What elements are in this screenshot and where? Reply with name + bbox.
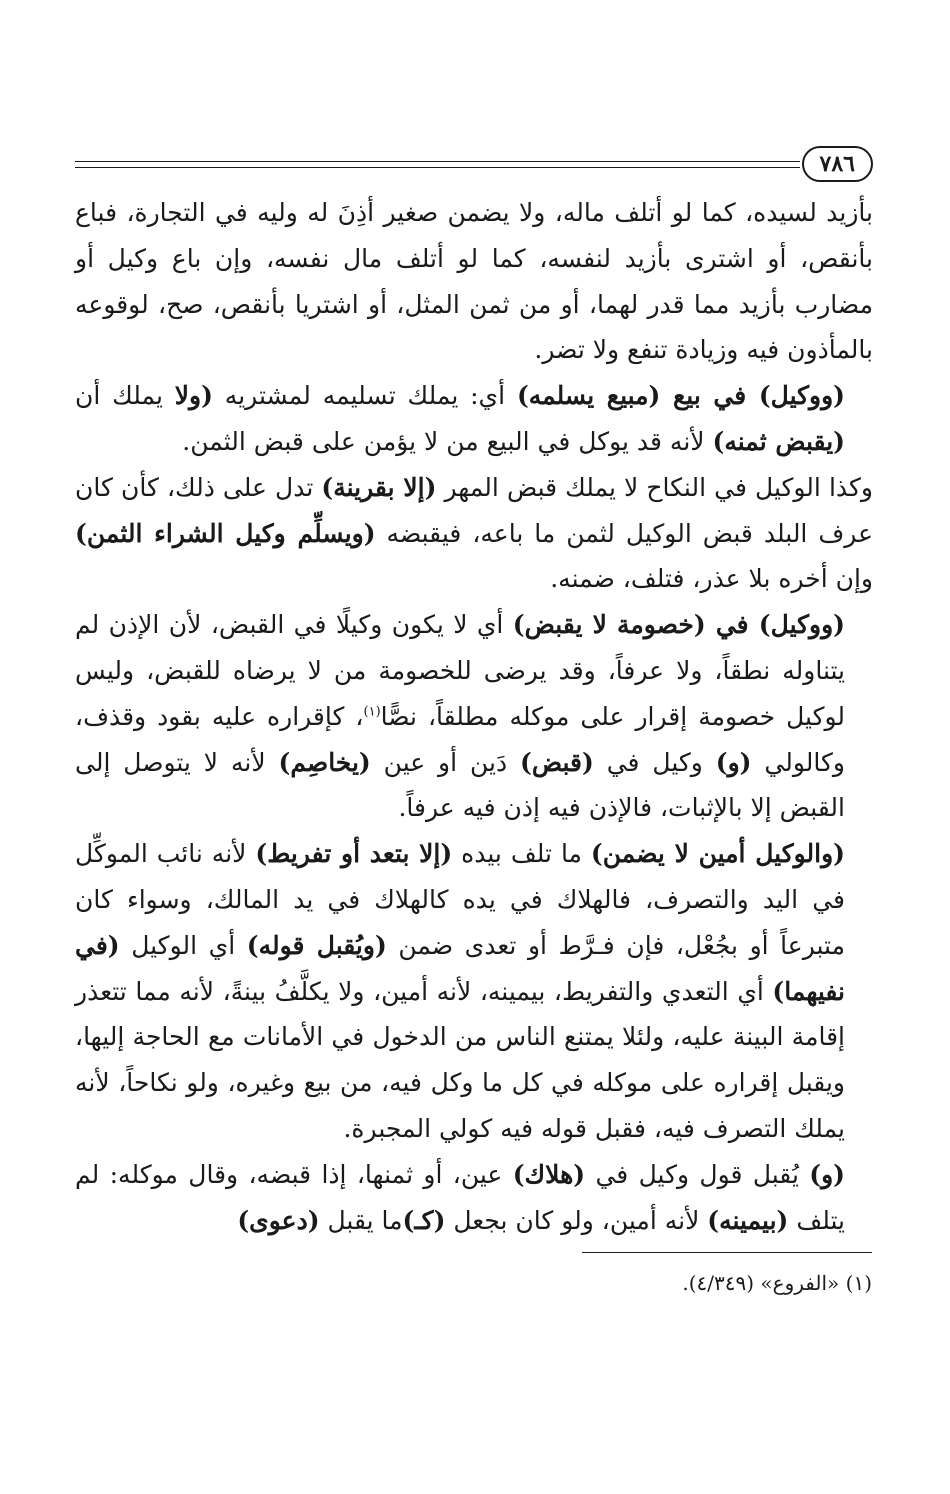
bold-text: (هلاك) [512, 1159, 586, 1189]
bold-text: (كـ) [402, 1205, 446, 1235]
text-run: أي التعدي والتفريط، بيمينه، لأنه أمين، ولا يكلَّفُ بينةً، لأنه مما تتعذر إقامة البينة عليه، ولئلا يمتنع الناس من الدخول في الأمانات مع الحاجة إليها، ويقبل إقراره على موكله في كل ما وكل فيه، من بيع وغيره، ولو نكاحاً، لأنه يملك التصرف فيه، فقبل قوله فيه كولي المجبرة. [75, 976, 845, 1143]
text-run: وإن أخره بلا عذر، فتلف، ضمنه. [550, 564, 873, 594]
page-number: ٧٨٦ [802, 146, 873, 182]
bold-text: (إلا بقرينة) [321, 472, 437, 502]
paragraph [75, 602, 873, 831]
bold-text: (ولا [174, 381, 213, 411]
text-run: ما يقبل [319, 1205, 403, 1235]
text-run: لأنه لا يتوصل إلى القبض إلا بالإثبات، فالإذن فيه إذن فيه عرفاً. [75, 747, 845, 823]
text-run: أي: يملك تسليمه لمشتريه [212, 381, 517, 411]
page-header [75, 142, 873, 186]
bold-text: (قبض) [520, 747, 594, 777]
bold-text: (ويسلِّم وكيل الشراء الثمن) [75, 518, 376, 548]
text-run: ما تلف بيده [452, 839, 591, 869]
text-run: ، كإقراره عليه بقود وقذف، وكالولي [75, 701, 845, 777]
header-rule [75, 161, 800, 168]
text-run: وكيل في [593, 747, 716, 777]
paragraph [75, 373, 873, 465]
bold-text: (ووكيل) في (خصومة لا يقبض) [512, 610, 845, 640]
text-run: لأنه نائب الموكِّل في اليد والتصرف، فالهلاك في يده كالهلاك في يد المالك، وسواء كان متبرعاً أو بجُعْل، فإن فـرَّط أو تعدى ضمن [75, 839, 845, 960]
footnote-ref: (١) [363, 704, 381, 720]
text-run: وكذا الوكيل في النكاح لا يملك قبض المهر [436, 472, 874, 502]
bold-text: (ويُقبل قوله) [246, 930, 387, 960]
bold-text: (بيمينه) [707, 1205, 789, 1235]
paragraph [75, 465, 873, 602]
text-run: عين، أو ثمنها، إذا قبضه، وقال موكله: لم يتلف [75, 1159, 845, 1235]
paragraph [75, 831, 873, 1152]
text-run: يُقبل قول وكيل في [585, 1159, 810, 1189]
text-run: لأنه قد يوكل في البيع من لا يؤمن على قبض الثمن. [182, 426, 713, 456]
text-run: دَين أو عين [370, 747, 521, 777]
bold-text: (يخاصِم) [278, 747, 371, 777]
bold-text: (والوكيل أمين لا يضمن) [590, 839, 845, 869]
bold-text: (في نفيهما) [75, 930, 845, 1006]
text-run: لأنه أمين، ولو كان بجعل [445, 1205, 708, 1235]
paragraph [75, 190, 873, 373]
bold-text: (و) [809, 1159, 846, 1189]
text-run: تدل على ذلك، كأن كان عرف البلد قبض الوكيل لثمن ما باعه، فيقبضه [75, 472, 873, 548]
footnote-separator [582, 1252, 872, 1253]
footnotes [82, 1268, 872, 1298]
paragraph [75, 1152, 873, 1244]
text-run: أي لا يكون وكيلًا في القبض، لأن الإذن لم يتناوله نطقاً، ولا عرفاً، وقد يرضى للخصومة من لا يرضاه للقبض، وليس لوكيل خصومة إقرار على موكله مطلقاً، نصًّا [75, 610, 845, 731]
bold-text: (و) [715, 747, 752, 777]
text-run: أي الوكيل [119, 930, 247, 960]
footnote-item: (١) «الفروع» (٤/٣٤٩). [682, 1271, 872, 1295]
text-run: بأزيد لسيده، كما لو أتلف ماله، ولا يضمن صغير أذِنَ له وليه في التجارة، فباع بأنقص، أو اشترى بأزيد لنفسه، كما لو أتلف مال نفسه، وإن باع وكيل أو مضارب بأزيد مما قدر لهما، أو من ثمن المثل، أو اشتريا بأنقص، صح، لوقوعه بالمأذون فيه وزيادة تنفع ولا تضر. [75, 198, 873, 365]
text-run: يملك أن [75, 381, 175, 411]
bold-text: (ووكيل) في بيع (مبيع يسلمه) [516, 381, 845, 411]
bold-text: (يقبض ثمنه) [712, 426, 845, 456]
bold-text: (إلا بتعد أو تفريط) [255, 839, 453, 869]
body-text [75, 190, 873, 1243]
bold-text: (دعوى) [237, 1205, 320, 1235]
